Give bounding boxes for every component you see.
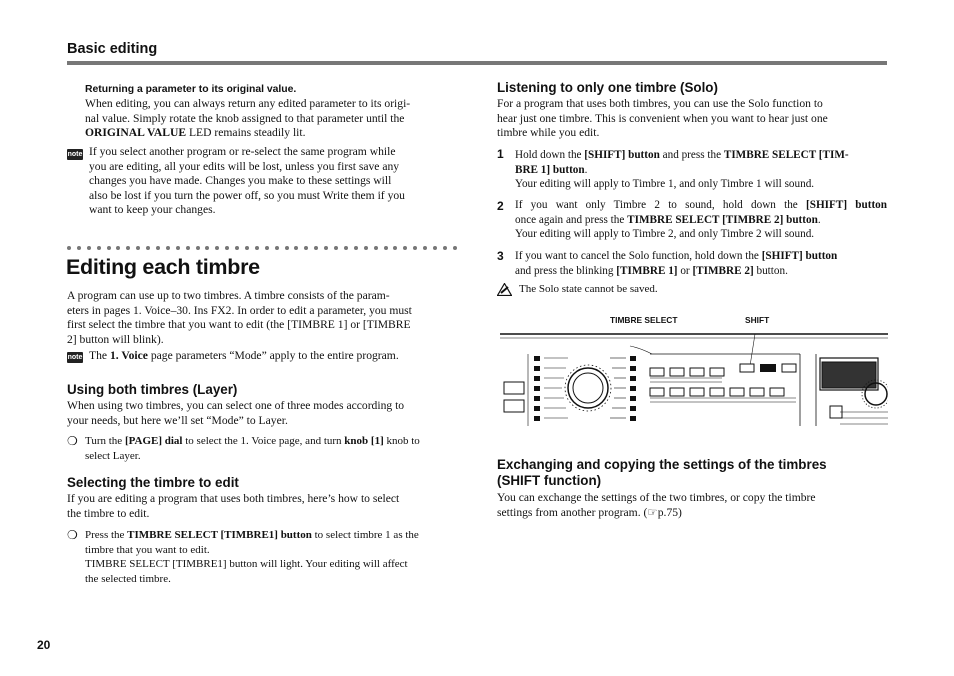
step-2-pre: If you want only Timbre 2 to sound, hold down the	[515, 199, 807, 211]
step-3-line-2	[515, 264, 887, 279]
select-bullet-line-1	[85, 528, 457, 543]
solo-line: For a program that uses both timbres, you can use the Solo function to	[497, 97, 823, 110]
timbre1-button-label: BRE 1] button	[515, 163, 585, 176]
layer-heading: Using both timbres (Layer)	[67, 382, 238, 397]
exchange-line-2-pre: settings from another program. (	[497, 505, 648, 519]
note2-text	[89, 349, 459, 364]
select-text	[67, 492, 456, 521]
timbre-select-label: TIMBRE SELECT [TIM-	[723, 149, 849, 161]
select-bullet-text	[85, 528, 457, 586]
returning-line-1: When editing, you can always return any edited parameter to its origi-	[85, 97, 411, 110]
figure-label-timbre-select: TIMBRE SELECT	[610, 315, 678, 325]
figure-label-shift: SHIFT	[745, 315, 770, 325]
select-bullet-line: TIMBRE SELECT [TIMBRE1] button will light. Your editing will affect	[85, 558, 408, 571]
select-bullet-post: to select timbre 1 as the	[311, 529, 419, 541]
timbre1-label: [TIMBRE 1]	[616, 264, 678, 277]
note2-bold: 1. Voice	[109, 349, 148, 362]
solo-text	[497, 97, 886, 141]
step-2-line-2	[515, 213, 887, 228]
step-1-line-1	[515, 148, 887, 163]
timbre1-button-label: TIMBRE SELECT [TIMBRE1] button	[127, 529, 312, 541]
layer-bullet-text	[85, 434, 457, 463]
page-number: 20	[37, 638, 51, 652]
step-1-text	[515, 148, 887, 192]
step-1-mid: and press the	[659, 149, 724, 161]
exchange-heading	[497, 457, 827, 489]
note1-line: you are editing, all your edits will be lost, unless you first save any	[89, 159, 400, 173]
step-2-l2-pre: once again and press the	[515, 213, 628, 226]
step-3-or: or	[677, 264, 693, 277]
step-1-pre: Hold down the	[515, 149, 585, 161]
returning-text	[85, 97, 456, 141]
dotted-divider	[67, 246, 457, 250]
page-dial-label: [PAGE] dial	[124, 435, 183, 447]
timbre2-label: [TIMBRE 2]	[692, 264, 754, 277]
layer-bullet-line-1	[85, 434, 457, 449]
note2-post: page parameters “Mode” apply to the entire program.	[147, 349, 399, 362]
layer-bullet-mid: to select the 1. Voice page, and turn	[182, 435, 345, 447]
editing-line: first select the timbre that you want to edit (the [TIMBRE 1] or [TIMBRE	[67, 318, 411, 332]
step-2-dot: .	[817, 213, 821, 226]
step-3-pre: If you want to cancel the Solo function, hold down the	[515, 250, 762, 262]
layer-text	[67, 399, 456, 428]
editing-line: A program can use up to two timbres. A timbre consists of the param-	[67, 289, 390, 302]
page-reference-link[interactable]: ☞p.75	[647, 505, 679, 519]
original-value-label: ORIGINAL VALUE	[85, 126, 187, 140]
bullet-circle: ❍	[67, 434, 78, 448]
select-line: If you are editing a program that uses both timbres, here’s how to select	[67, 492, 400, 505]
shift-button-label: [SHIFT] button	[761, 250, 838, 262]
note2-pre: The	[89, 349, 110, 362]
note-icon: note	[67, 151, 83, 158]
note1-line: also be lost if you turn the power off, so you must Write them if you	[89, 188, 405, 202]
select-bullet-pre: Press the	[85, 529, 128, 541]
section-header: Basic editing	[67, 41, 158, 57]
solo-line: timbre while you edit.	[497, 126, 600, 140]
exchange-line-2	[497, 506, 886, 521]
layer-line: your needs, but here we’ll set “Mode” to Layer.	[67, 413, 288, 427]
layer-line: When using two timbres, you can select one of three modes according to	[67, 399, 405, 412]
page-title: Editing each timbre	[66, 255, 260, 279]
caution-text: The Solo state cannot be saved.	[519, 283, 658, 295]
caution-icon	[497, 283, 512, 296]
note-icon: note	[67, 354, 83, 361]
step-3-post: button.	[753, 264, 788, 277]
solo-heading: Listening to only one timbre (Solo)	[497, 80, 718, 95]
exchange-heading-line-1: Exchanging and copying the settings of the timbres	[497, 457, 827, 472]
step-1-line-3: Your editing will apply to Timbre 1, and only Timbre 1 will sound.	[515, 178, 815, 191]
exchange-heading-line-2: (SHIFT function)	[497, 473, 602, 488]
timbre2-button-label: TIMBRE SELECT [TIMBRE 2] button	[627, 213, 818, 226]
step-2-text	[515, 198, 887, 242]
knob-1-label: knob [1]	[344, 435, 384, 447]
step-1-dot: .	[584, 163, 588, 176]
layer-bullet-line-2: select Layer.	[85, 449, 141, 462]
step-number-2: 2	[497, 199, 504, 213]
solo-line: hear just one timbre. This is convenient when you want to hear just one	[497, 111, 828, 125]
note1-line: If you select another program or re-select the same program while	[89, 145, 396, 158]
step-3-text	[515, 249, 887, 278]
shift-button-label: [SHIFT] button	[806, 199, 887, 211]
editing-line: eters in pages 1. Voice–30. Ins FX2. In order to edit a parameter, you must	[67, 303, 412, 317]
select-bullet-line: the selected timbre.	[85, 572, 171, 585]
layer-bullet-pre: Turn the	[85, 435, 125, 447]
returning-line-3-rest: LED remains steadily lit.	[186, 126, 306, 140]
step-3-l2-pre: and press the blinking	[515, 264, 617, 277]
front-panel-illustration	[500, 326, 888, 432]
select-bullet-line: timbre that you want to edit.	[85, 543, 210, 556]
returning-line-2: nal value. Simply rotate the knob assigned to that parameter until the	[85, 111, 405, 125]
step-2-line-3: Your editing will apply to Timbre 2, and only Timbre 2 will sound.	[515, 228, 815, 241]
note1-line: changes you have made. Changes you make to these settings will	[89, 174, 392, 188]
layer-bullet-post: knob to	[383, 435, 420, 447]
step-3-line-1	[515, 249, 887, 264]
exchange-line-2-post: )	[678, 505, 682, 519]
note1-line: want to keep your changes.	[89, 203, 216, 217]
editing-line: 2] button will blink).	[67, 332, 164, 346]
select-heading: Selecting the timbre to edit	[67, 475, 239, 490]
returning-heading: Returning a parameter to its original value.	[85, 84, 297, 95]
editing-text	[67, 289, 456, 347]
step-1-line-2	[515, 163, 887, 178]
select-line: the timbre to edit.	[67, 506, 150, 520]
header-rule	[67, 61, 887, 65]
returning-line-3	[85, 126, 456, 141]
note1-text	[89, 145, 456, 218]
exchange-text	[497, 491, 886, 520]
step-2-line-1	[515, 198, 887, 213]
bullet-circle: ❍	[67, 528, 78, 542]
step-number-3: 3	[497, 249, 504, 263]
step-number-1: 1	[497, 147, 504, 161]
shift-button-label: [SHIFT] button	[584, 149, 660, 161]
exchange-line-1: You can exchange the settings of the two timbres, or copy the timbre	[497, 491, 816, 504]
